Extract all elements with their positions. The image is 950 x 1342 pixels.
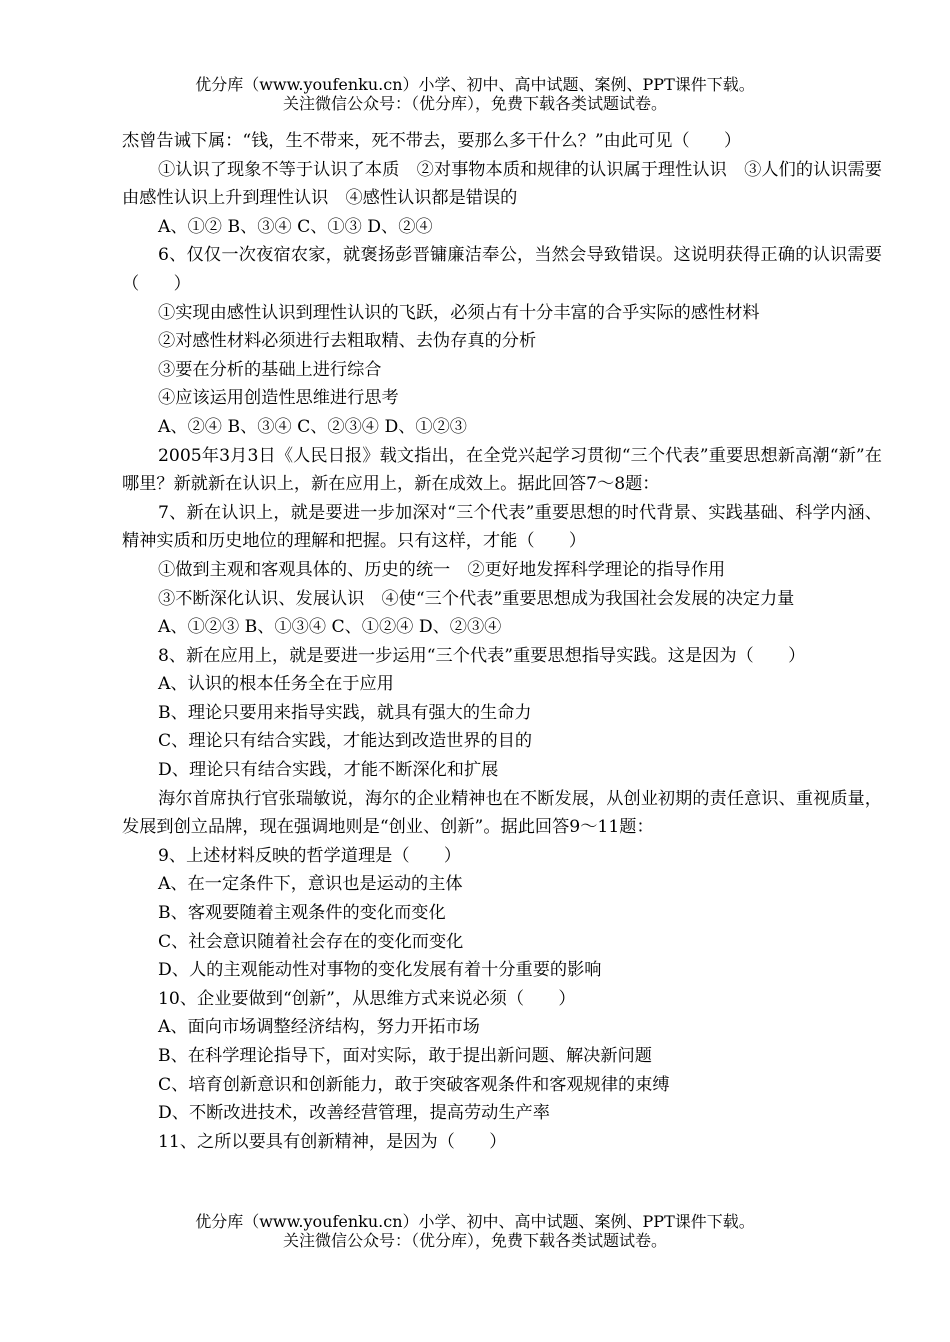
question-11: 11、之所以要具有创新精神，是因为（ ） (158, 1131, 507, 1152)
question-6: 6、仅仅一次夜宿农家，就褒扬彭晋镛廉洁奉公，当然会导致错误。这说明获得正确的认识需要（ ） (122, 245, 882, 294)
page-header (0, 75, 950, 113)
question-7: 7、新在认识上，就是要进一步加深对“三个代表”重要思想的时代背景、实践基础、科学内涵、精神实质和历史地位的理解和把握。只有这样，才能（ ） (122, 502, 882, 552)
paragraph: ②对感性材料必须进行去粗取精、去伪存真的分析 (158, 331, 537, 352)
paragraph: ①认识了现象不等于认识了本质 ②对事物本质和规律的认识属于理性认识 ③人们的认识需要由感性认识上升到理性认识 ④感性认识都是错误的 (122, 159, 882, 209)
option-b: B、客观要随着主观条件的变化而变化 (158, 903, 446, 924)
paragraph: ④应该运用创造性思维进行思考 (158, 388, 399, 409)
header-line-2: 关注微信公众号：（优分库），免费下载各类试题试卷。 (282, 94, 667, 113)
option-a: A、面向市场调整经济结构，努力开拓市场 (158, 1017, 480, 1038)
footer-line-2: 关注微信公众号：（优分库），免费下载各类试题试卷。 (282, 1231, 667, 1250)
answer-options: A、①②③ B、①③④ C、①②④ D、②③④ (158, 617, 502, 638)
paragraph: ③不断深化认识、发展认识 ④使“三个代表”重要思想成为我国社会发展的决定力量 (158, 588, 795, 609)
material-paragraph: 海尔首席执行官张瑞敏说，海尔的企业精神也在不断发展，从创业初期的责任意识、重视质量，发展到创立品牌，现在强调地则是“创业、创新”。据此回答9～11题： (122, 788, 882, 838)
option-d: D、人的主观能动性对事物的变化发展有着十分重要的影响 (158, 960, 602, 981)
material-paragraph: 2005年3月3日《人民日报》载文指出，在全党兴起学习贯彻“三个代表”重要思想新高潮“新”在哪里？新就新在认识上，新在应用上，新在成效上。据此回答7～8题： (122, 445, 882, 495)
footer-line-1: 优分库（www.youfenku.cn）小学、初中、高中试题、案例、PPT课件下载。 (195, 1212, 755, 1231)
paragraph: 杰曾告诫下属：“钱，生不带来，死不带去，要那么多干什么？”由此可见（ ） (122, 131, 742, 151)
option-b: B、在科学理论指导下，面对实际，敢于提出新问题、解决新问题 (158, 1046, 652, 1066)
option-c: C、社会意识随着社会存在的变化而变化 (158, 931, 464, 952)
answer-options: A、②④ B、③④ C、②③④ D、①②③ (158, 416, 467, 437)
paragraph: ①做到主观和客观具体的、历史的统一 ②更好地发挥科学理论的指导作用 (158, 559, 726, 580)
header-line-1: 优分库（www.youfenku.cn）小学、初中、高中试题、案例、PPT课件下载。 (195, 75, 755, 94)
option-c: C、培育创新意识和创新能力，敢于突破客观条件和客观规律的束缚 (158, 1074, 670, 1095)
question-8: 8、新在应用上，就是要进一步运用“三个代表”重要思想指导实践。这是因为（ ） (158, 645, 806, 666)
option-c: C、理论只有结合实践，才能达到改造世界的目的 (158, 731, 533, 752)
question-9: 9、上述材料反映的哲学道理是（ ） (158, 845, 462, 866)
option-d: D、理论只有结合实践，才能不断深化和扩展 (158, 760, 499, 781)
page-footer (0, 1212, 950, 1250)
option-a: A、在一定条件下，意识也是运动的主体 (158, 874, 463, 895)
option-d: D、不断改进技术，改善经营管理，提高劳动生产率 (158, 1103, 550, 1124)
paragraph: ①实现由感性认识到理性认识的飞跃，必须占有十分丰富的合乎实际的感性材料 (158, 302, 760, 323)
option-a: A、认识的根本任务全在于应用 (158, 674, 394, 695)
document-body (122, 127, 882, 1156)
question-10: 10、企业要做到“创新”，从思维方式来说必须（ ） (158, 988, 576, 1009)
option-b: B、理论只要用来指导实践，就具有强大的生命力 (158, 702, 532, 723)
paragraph: ③要在分析的基础上进行综合 (158, 359, 382, 380)
answer-options: A、①② B、③④ C、①③ D、②④ (158, 216, 433, 237)
